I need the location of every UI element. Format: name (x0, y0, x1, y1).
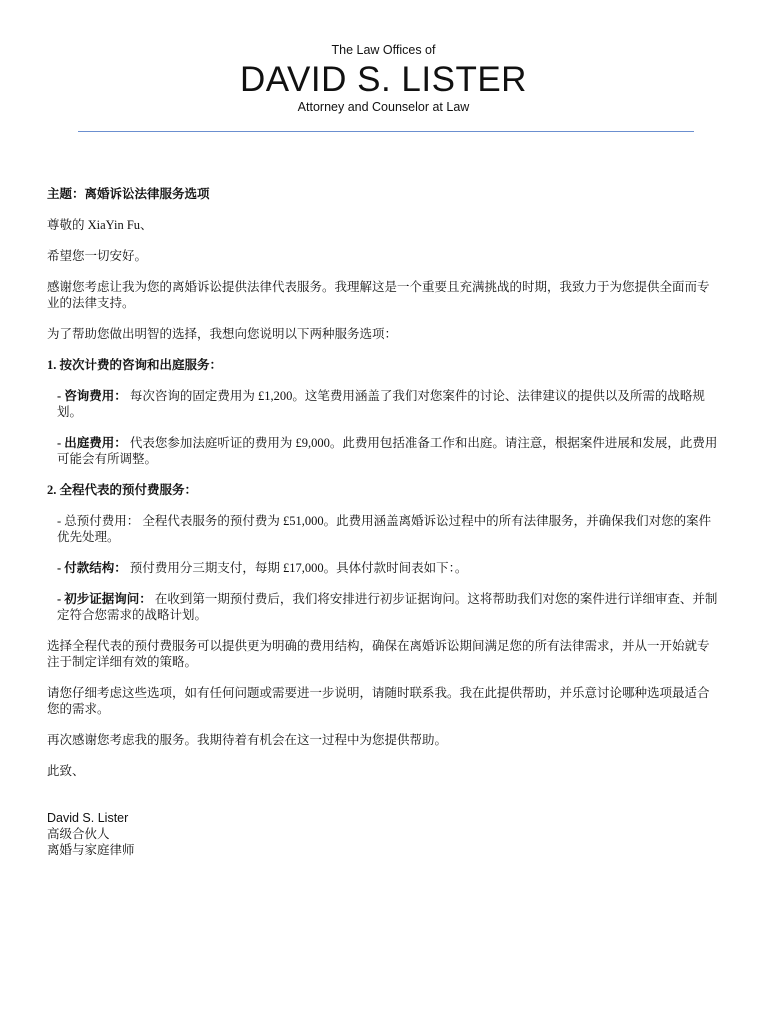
greeting: 希望您一切安好。 (47, 249, 148, 263)
option2-payment (47, 560, 719, 576)
option2-evidence (47, 591, 719, 623)
consider-paragraph: 请您仔细考虑这些选项，如有任何问题或需要进一步说明，请随时联系我。我在此提供帮助，并乐意讨论哪种选项最适合您的需求。 (47, 686, 710, 716)
evidence-label: - 初步证据询问： (57, 592, 152, 606)
signature-role: 离婚与家庭律师 (47, 843, 135, 857)
salutation: 尊敬的 XiaYin Fu、 (47, 218, 153, 232)
option1-heading: 1. 按次计费的咨询和出庭服务： (47, 358, 223, 372)
letterhead-name: DAVID S. LISTER (240, 60, 527, 99)
consult-label: - 咨询费用： (57, 389, 127, 403)
closing: 此致、 (47, 764, 85, 778)
subject-line: 主题：离婚诉讼法律服务选项 (47, 187, 210, 201)
payment-label: - 付款结构： (57, 561, 127, 575)
options-intro: 为了帮助您做出明智的选择，我想向您说明以下两种服务选项： (47, 327, 398, 341)
letterhead-rule (78, 131, 694, 132)
court-text: 代表您参加法庭听证的费用为 £9,000。此费用包括准备工作和出庭。请注意，根据案件进展和发展，此费用可能会有所调整。 (57, 436, 718, 466)
consult-text: 每次咨询的固定费用为 £1,200。这笔费用涵盖了我们对您案件的讨论、法律建议的提供以及所需的战略规划。 (57, 389, 705, 419)
thanks-paragraph: 再次感谢您考虑我的服务。我期待着有机会在这一过程中为您提供帮助。 (47, 733, 448, 747)
signature-title: 高级合伙人 (47, 827, 110, 841)
signature-name: David S. Lister (47, 811, 129, 825)
signature-block (47, 810, 719, 858)
letterhead (71, 0, 696, 115)
intro-paragraph: 感谢您考虑让我为您的离婚诉讼提供法律代表服务。我理解这是一个重要且充满挑战的时期，我致力于为您提供全面而专业的法律支持。 (47, 280, 710, 310)
option2-total: - 总预付费用： 全程代表服务的预付费为 £51,000。此费用涵盖离婚诉讼过程中的所有法律服务，并确保我们对您的案件优先处理。 (57, 514, 712, 544)
letter-body (47, 186, 719, 858)
option2-heading: 2. 全程代表的预付费服务： (47, 483, 198, 497)
evidence-text: 在收到第一期预付费后，我们将安排进行初步证据询问。这将帮助我们对您的案件进行详细审查、并制定符合您需求的战略计划。 (57, 592, 718, 622)
option1-consult (47, 388, 719, 420)
option1-court (47, 435, 719, 467)
signature-gap (47, 794, 719, 810)
letterhead-subtitle: Attorney and Counselor at Law (297, 100, 470, 114)
payment-text: 预付费用分三期支付，每期 £17,000。具体付款时间表如下：。 (126, 561, 468, 575)
full-rep-paragraph: 选择全程代表的预付费服务可以提供更为明确的费用结构，确保在离婚诉讼期间满足您的所有法律需求，并从一开始就专注于制定详细有效的策略。 (47, 639, 710, 669)
letterhead-pre: The Law Offices of (331, 43, 436, 57)
court-label: - 出庭费用： (57, 436, 127, 450)
